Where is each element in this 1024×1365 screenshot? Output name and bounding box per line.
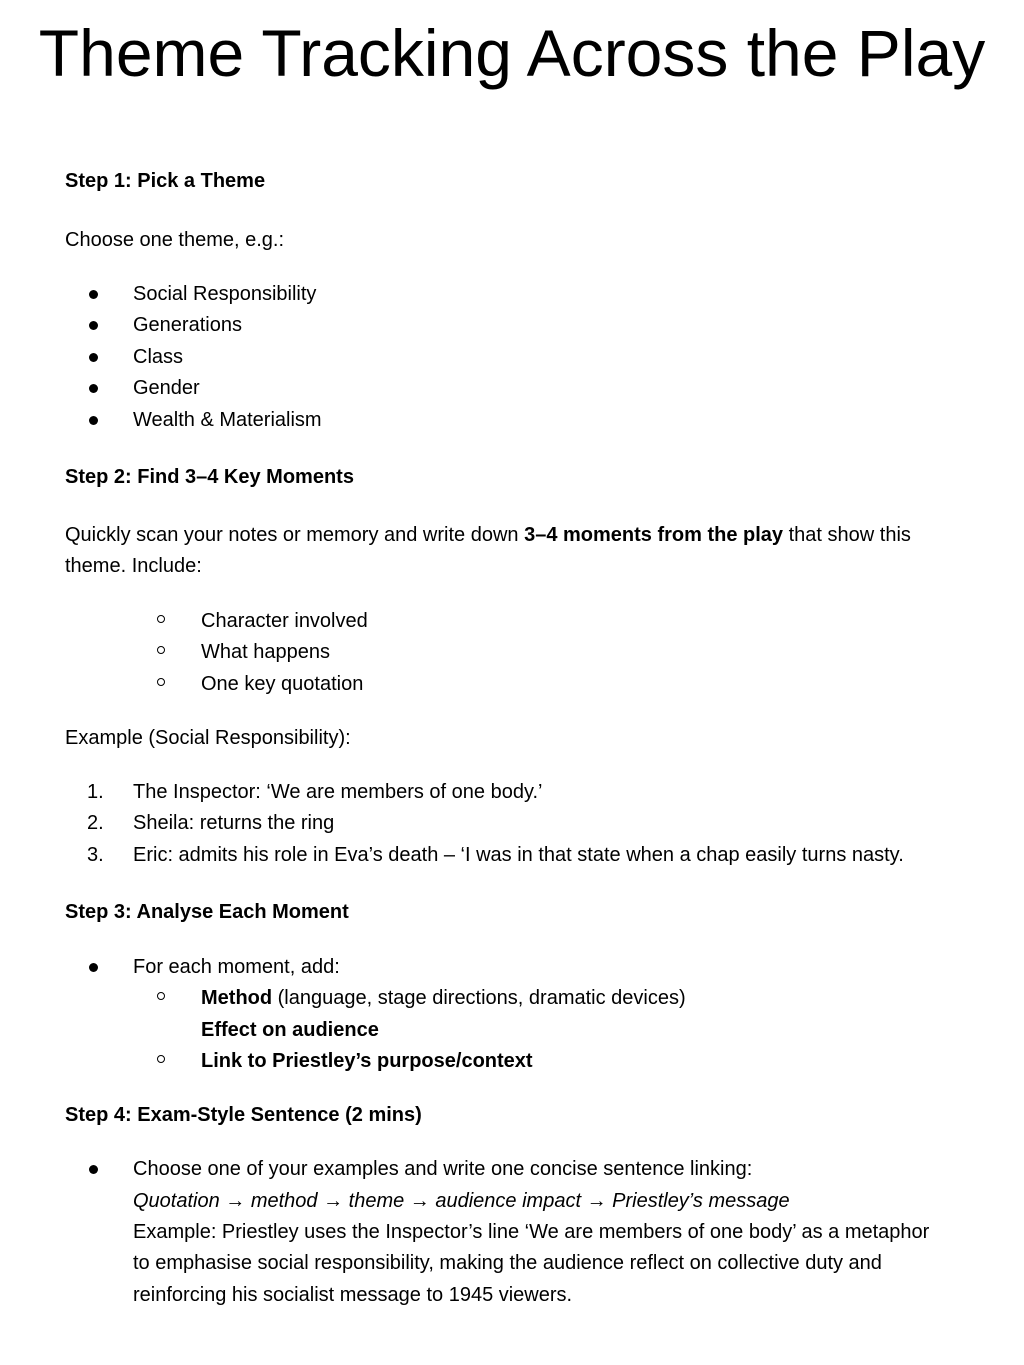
- step2-intro-bold: 3–4 moments from the play: [524, 524, 784, 546]
- bullet-circle-icon: [157, 1055, 165, 1063]
- bullet-circle-icon: [157, 992, 165, 1000]
- step4-example-line: to emphasise social responsibility, making the audience reflect on collective duty and: [133, 1252, 882, 1274]
- method-item: [201, 983, 686, 1014]
- include-item: What happens: [201, 641, 330, 663]
- step1-intro: Choose one theme, e.g.:: [65, 229, 285, 251]
- step1-heading: Step 1: Pick a Theme: [65, 170, 266, 192]
- step2-intro-before: Quickly scan your notes or memory and write down: [65, 524, 525, 546]
- bullet-disc-icon: [89, 384, 98, 393]
- effect-item: Effect on audience: [201, 1019, 379, 1041]
- include-item: Character involved: [201, 610, 368, 632]
- page-title: Theme Tracking Across the Play: [38, 16, 986, 90]
- step4-heading: Step 4: Exam-Style Sentence (2 mins): [65, 1104, 422, 1126]
- bullet-circle-icon: [157, 615, 165, 623]
- theme-item: Gender: [133, 377, 200, 399]
- step4-example-line: reinforcing his socialist message to 1945 viewers.: [133, 1284, 573, 1306]
- bullet-circle-icon: [157, 678, 165, 686]
- example-label: Example (Social Responsibility):: [65, 727, 351, 749]
- example-item: Eric: admits his role in Eva’s death – ‘I was in that state when a chap easily turns nasty.: [133, 844, 904, 866]
- bullet-disc-icon: [89, 290, 98, 299]
- bullet-disc-icon: [89, 321, 98, 330]
- list-number: 1.: [87, 781, 104, 803]
- example-item: The Inspector: ‘We are members of one body.’: [133, 781, 543, 803]
- bullet-disc-icon: [89, 353, 98, 362]
- step4-formula: Quotation → method → theme → audience impact → Priestley’s message: [133, 1190, 790, 1212]
- bullet-disc-icon: [89, 416, 98, 425]
- step3-lead: For each moment, add:: [133, 956, 340, 978]
- bullet-circle-icon: [157, 646, 165, 654]
- theme-item: Wealth & Materialism: [133, 409, 322, 431]
- link-item: Link to Priestley’s purpose/context: [201, 1050, 533, 1072]
- list-number: 2.: [87, 812, 104, 834]
- step2-intro-after: that show this: [783, 524, 911, 546]
- include-item: One key quotation: [201, 673, 364, 695]
- example-item: Sheila: returns the ring: [133, 812, 335, 834]
- theme-item: Social Responsibility: [133, 283, 317, 305]
- method-rest: (language, stage directions, dramatic devices): [272, 987, 686, 1009]
- step2-intro-line2: theme. Include:: [65, 555, 202, 577]
- step2-heading: Step 2: Find 3–4 Key Moments: [65, 466, 354, 488]
- step4-example-line: Example: Priestley uses the Inspector’s line ‘We are members of one body’ as a metaphor: [133, 1221, 930, 1243]
- theme-item: Class: [133, 346, 184, 368]
- step4-lead: Choose one of your examples and write one concise sentence linking:: [133, 1158, 753, 1180]
- method-bold: Method: [201, 987, 273, 1009]
- step2-intro-line1: [65, 520, 911, 551]
- bullet-disc-icon: [89, 963, 98, 972]
- list-number: 3.: [87, 844, 104, 866]
- bullet-disc-icon: [89, 1165, 98, 1174]
- step3-heading: Step 3: Analyse Each Moment: [65, 901, 349, 923]
- theme-item: Generations: [133, 314, 242, 336]
